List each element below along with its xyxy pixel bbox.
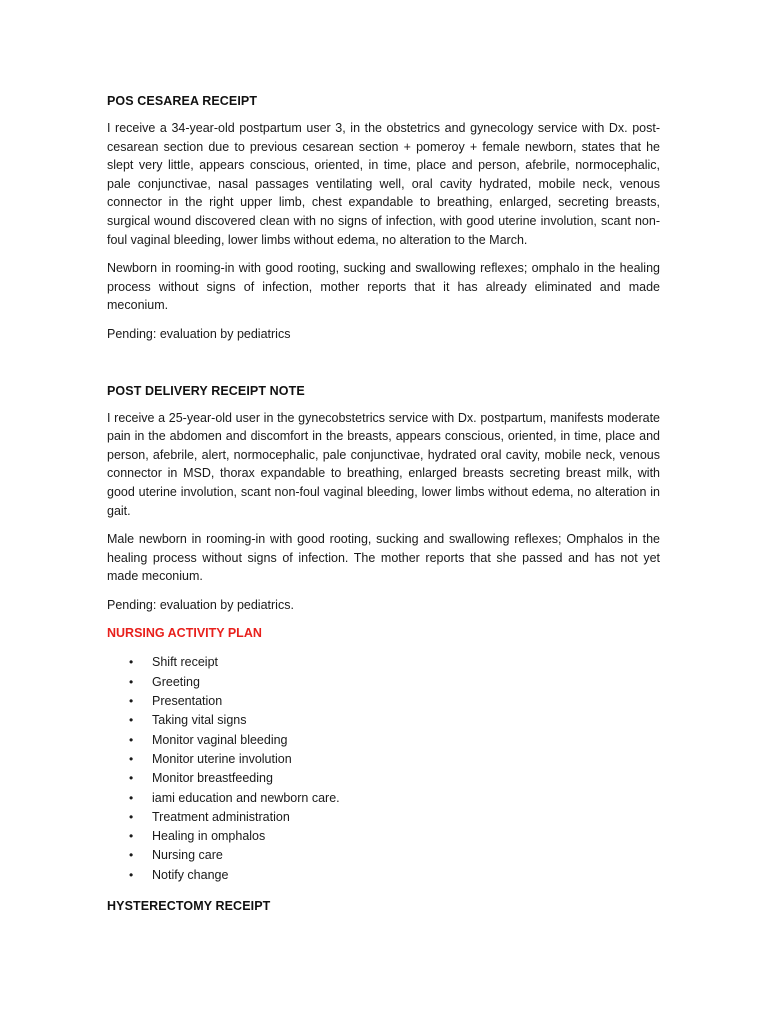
document-content (107, 92, 660, 915)
bullet-icon: • (129, 713, 134, 728)
list-item: • Treatment administration (107, 808, 660, 827)
list-item: • iami education and newborn care. (107, 789, 660, 808)
pending-post-delivery: Pending: evaluation by pediatrics. (107, 597, 294, 612)
list-item: • Presentation (107, 692, 660, 711)
bullet-icon: • (129, 694, 134, 709)
bullet-icon: • (129, 848, 134, 863)
bullet-icon: • (129, 655, 134, 670)
bullet-icon: • (129, 732, 134, 747)
paragraph-post-delivery-assessment: I receive a 25-year-old user in the gynecobstetrics service with Dx. postpartum, manifests moderate pain in the abdomen and discomfort in the breasts, appears conscious, oriented, in time, place and person, afebrile, alert, normocephalic, pale conjunctivae, hydrated oral cavity, mobile neck, venous connector in MSD, thorax expandable to breathing, enlarged breasts secreting breast milk, with good uterine involution, scant non-foul vaginal bleeding, lower limbs without edema, no alteration in gait. (107, 410, 660, 518)
list-item: • Taking vital signs (107, 711, 660, 730)
section-title-pos-cesarea: POS CESAREA RECEIPT (107, 94, 258, 108)
list-item: • Monitor vaginal bleeding (107, 731, 660, 750)
bullet-icon: • (129, 809, 134, 824)
paragraph-pos-cesarea-assessment: I receive a 34-year-old postpartum user 3, in the obstetrics and gynecology service with Dx. post-cesarean section due to previous cesarean section + pomeroy + female newborn, states that he slept very little, appears conscious, oriented, in time, place and person, afebrile, normocephalic, pale conjunctivae, nasal passages ventilating well, oral cavity hydrated, mobile neck, venous connector in the right upper limb, chest expandable to breathing, enlarged, secreting breasts, surgical wound discovered clean with no signs of infection, with good uterine involution, scant non-foul vaginal bleeding, lower limbs without edema, no alteration to the March. (107, 121, 660, 247)
list-item: • Shift receipt (107, 653, 660, 672)
section-title-post-delivery: POST DELIVERY RECEIPT NOTE (107, 383, 305, 398)
list-item: • Monitor breastfeeding (107, 769, 660, 788)
list-item: • Notify change (107, 866, 660, 885)
bullet-icon: • (129, 771, 134, 786)
nursing-plan-title: NURSING ACTIVITY PLAN (107, 626, 262, 641)
bullet-icon: • (129, 829, 134, 844)
bullet-icon: • (129, 674, 134, 689)
nursing-plan-list (107, 653, 660, 885)
paragraph-post-delivery-newborn: Male newborn in rooming-in with good rooting, sucking and swallowing reflexes; Omphalos in the healing process without signs of infection. The mother reports that she passed and has not yet made meconium. (107, 532, 660, 584)
list-item: • Nursing care (107, 846, 660, 865)
list-item: • Healing in omphalos (107, 827, 660, 846)
section-title-hysterectomy: HYSTERECTOMY RECEIPT (107, 899, 271, 914)
bullet-icon: • (129, 790, 134, 805)
pending-pos-cesarea: Pending: evaluation by pediatrics (107, 326, 291, 341)
bullet-icon: • (129, 867, 134, 882)
list-item: • Monitor uterine involution (107, 750, 660, 769)
list-item: • Greeting (107, 673, 660, 692)
paragraph-pos-cesarea-newborn: Newborn in rooming-in with good rooting, sucking and swallowing reflexes; omphalo in the healing process without signs of infection, mother reports that it has already eliminated and made meconium. (107, 261, 660, 313)
bullet-icon: • (129, 751, 134, 766)
